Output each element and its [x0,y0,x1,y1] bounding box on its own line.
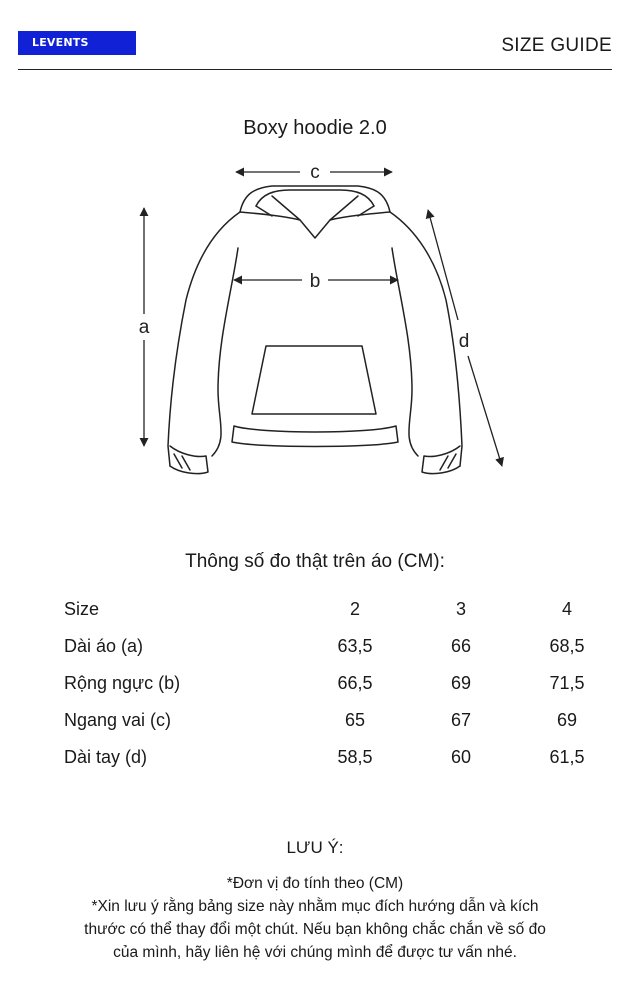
note-line: *Xin lưu ý rằng bảng size này nhằm mục đích hướng dẫn và kích [91,898,539,915]
row-label: Ngang vai (c) [64,710,172,730]
table-cell: 66,5 [337,673,373,693]
column-header-size-4: 4 [561,599,572,619]
right-sleeve-seam [392,248,418,456]
size-table [56,591,620,776]
hoodie-left-outline [168,212,240,466]
table-cell: 61,5 [549,747,585,767]
table-cell: 65 [344,710,366,730]
measure-d-arrow-up [428,210,458,320]
note-line: thước có thể thay đổi một chút. Nếu bạn không chắc chắn về số đo [84,921,546,938]
measure-d-arrow-down [468,356,502,466]
notes-heading: LƯU Ý: [286,838,344,857]
measure-a-label: a [138,317,150,338]
hoodie-right-outline [390,212,462,466]
row-label: Rộng ngực (b) [64,673,181,693]
table-header-row [56,591,620,628]
table-cell: 58,5 [337,747,373,767]
table-cell: 68,5 [549,636,585,656]
table-cell: 63,5 [337,636,373,656]
note-line: của mình, hãy liên hệ với chúng mình để được tư vấn nhé. [113,944,517,961]
hem-band [232,426,398,447]
table-cell: 69 [556,710,578,730]
hoodie-measurement-diagram [0,150,630,500]
neckline [240,212,390,238]
table-row [56,665,620,702]
table-cell: 67 [450,710,472,730]
table-cell: 66 [450,636,472,656]
table-row [56,739,620,776]
brand-logo: LEVENTS [18,31,136,55]
measure-b-label: b [309,271,321,292]
table-row [56,628,620,665]
note-line: *Đơn vị đo tính theo (CM) [226,875,404,892]
table-cell: 60 [450,747,472,767]
kangaroo-pocket [252,346,376,414]
measure-d-label: d [458,331,470,352]
header-divider [18,69,612,70]
row-label: Dài áo (a) [64,636,144,656]
measure-c-label: c [310,162,320,183]
column-header-size: Size [64,599,100,619]
table-cell: 71,5 [549,673,585,693]
table-cell: 69 [450,673,472,693]
notes-body [40,872,590,964]
left-sleeve-seam [212,248,238,456]
page-title: SIZE GUIDE [501,35,612,56]
column-header-size-2: 2 [349,599,360,619]
product-name: Boxy hoodie 2.0 [243,117,387,139]
spec-heading: Thông số đo thật trên áo (CM): [185,551,445,572]
row-label: Dài tay (d) [64,747,148,767]
column-header-size-3: 3 [455,599,466,619]
table-row [56,702,620,739]
